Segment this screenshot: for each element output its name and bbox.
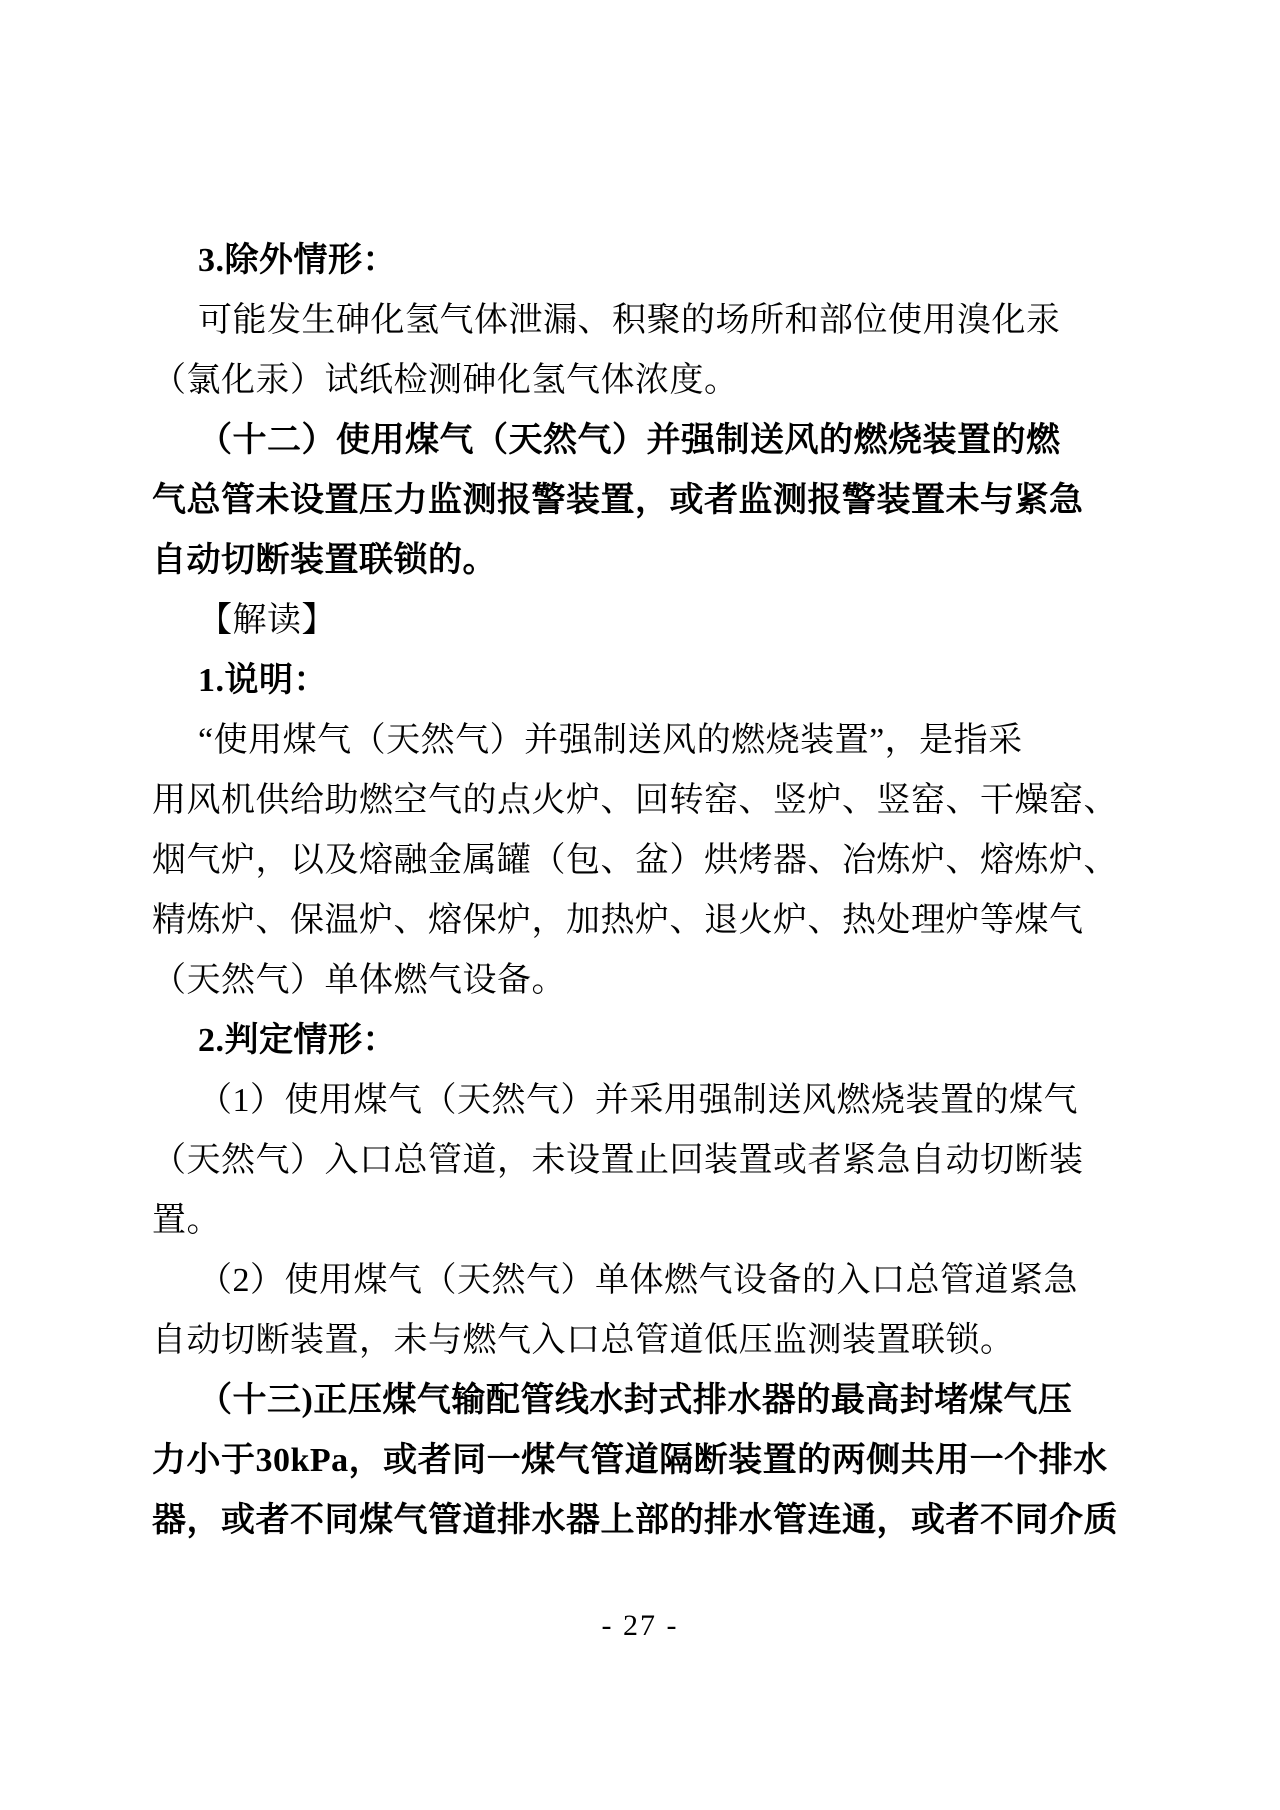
body-line: （天然气）入口总管道，未设置止回装置或者紧急自动切断装 bbox=[152, 1142, 1084, 1179]
item-12-statement: 气总管未设置压力监测报警装置，或者监测报警装置未与紧急 bbox=[152, 482, 1084, 519]
body-line: 用风机供给助燃空气的点火炉、回转窑、竖炉、竖窑、干燥窑、 bbox=[152, 782, 1118, 819]
body-line: “使用煤气（天然气）并强制送风的燃烧装置”，是指采 bbox=[198, 722, 1023, 759]
item-13-statement: （十三)正压煤气输配管线水封式排水器的最高封堵煤气压 bbox=[198, 1382, 1073, 1419]
body-line: （1）使用煤气（天然气）并采用强制送风燃烧装置的煤气 bbox=[198, 1082, 1078, 1119]
body-line: 自动切断装置，未与燃气入口总管道低压监测装置联锁。 bbox=[152, 1322, 1015, 1359]
item-12-statement: 自动切断装置联锁的。 bbox=[152, 542, 497, 579]
heading-explanation: 1.说明： bbox=[198, 662, 328, 699]
body-line: 烟气炉，以及熔融金属罐（包、盆）烘烤器、冶炼炉、熔炼炉、 bbox=[152, 842, 1118, 879]
item-13-statement: 力小于30kPa，或者同一煤气管道隔断装置的两侧共用一个排水 bbox=[152, 1442, 1108, 1479]
heading-determination: 2.判定情形： bbox=[198, 1022, 397, 1059]
body-line: 置。 bbox=[152, 1202, 221, 1239]
interpretation-label: 【解读】 bbox=[198, 602, 336, 639]
body-line: （天然气）单体燃气设备。 bbox=[152, 962, 566, 999]
document-text-block bbox=[152, 231, 1152, 1551]
item-12-statement: （十二）使用煤气（天然气）并强制送风的燃烧装置的燃 bbox=[198, 422, 1061, 459]
item-13-statement: 器，或者不同煤气管道排水器上部的排水管连通，或者不同介质 bbox=[152, 1502, 1118, 1539]
page-footer bbox=[0, 1606, 1280, 1646]
body-line: （2）使用煤气（天然气）单体燃气设备的入口总管道紧急 bbox=[198, 1262, 1078, 1299]
body-line: （氯化汞）试纸检测砷化氢气体浓度。 bbox=[152, 362, 739, 399]
page-number: - 27 - bbox=[601, 1609, 679, 1642]
heading-exceptions: 3.除外情形： bbox=[198, 242, 397, 279]
body-line: 可能发生砷化氢气体泄漏、积聚的场所和部位使用溴化汞 bbox=[198, 302, 1061, 339]
body-line: 精炼炉、保温炉、熔保炉，加热炉、退火炉、热处理炉等煤气 bbox=[152, 902, 1084, 939]
